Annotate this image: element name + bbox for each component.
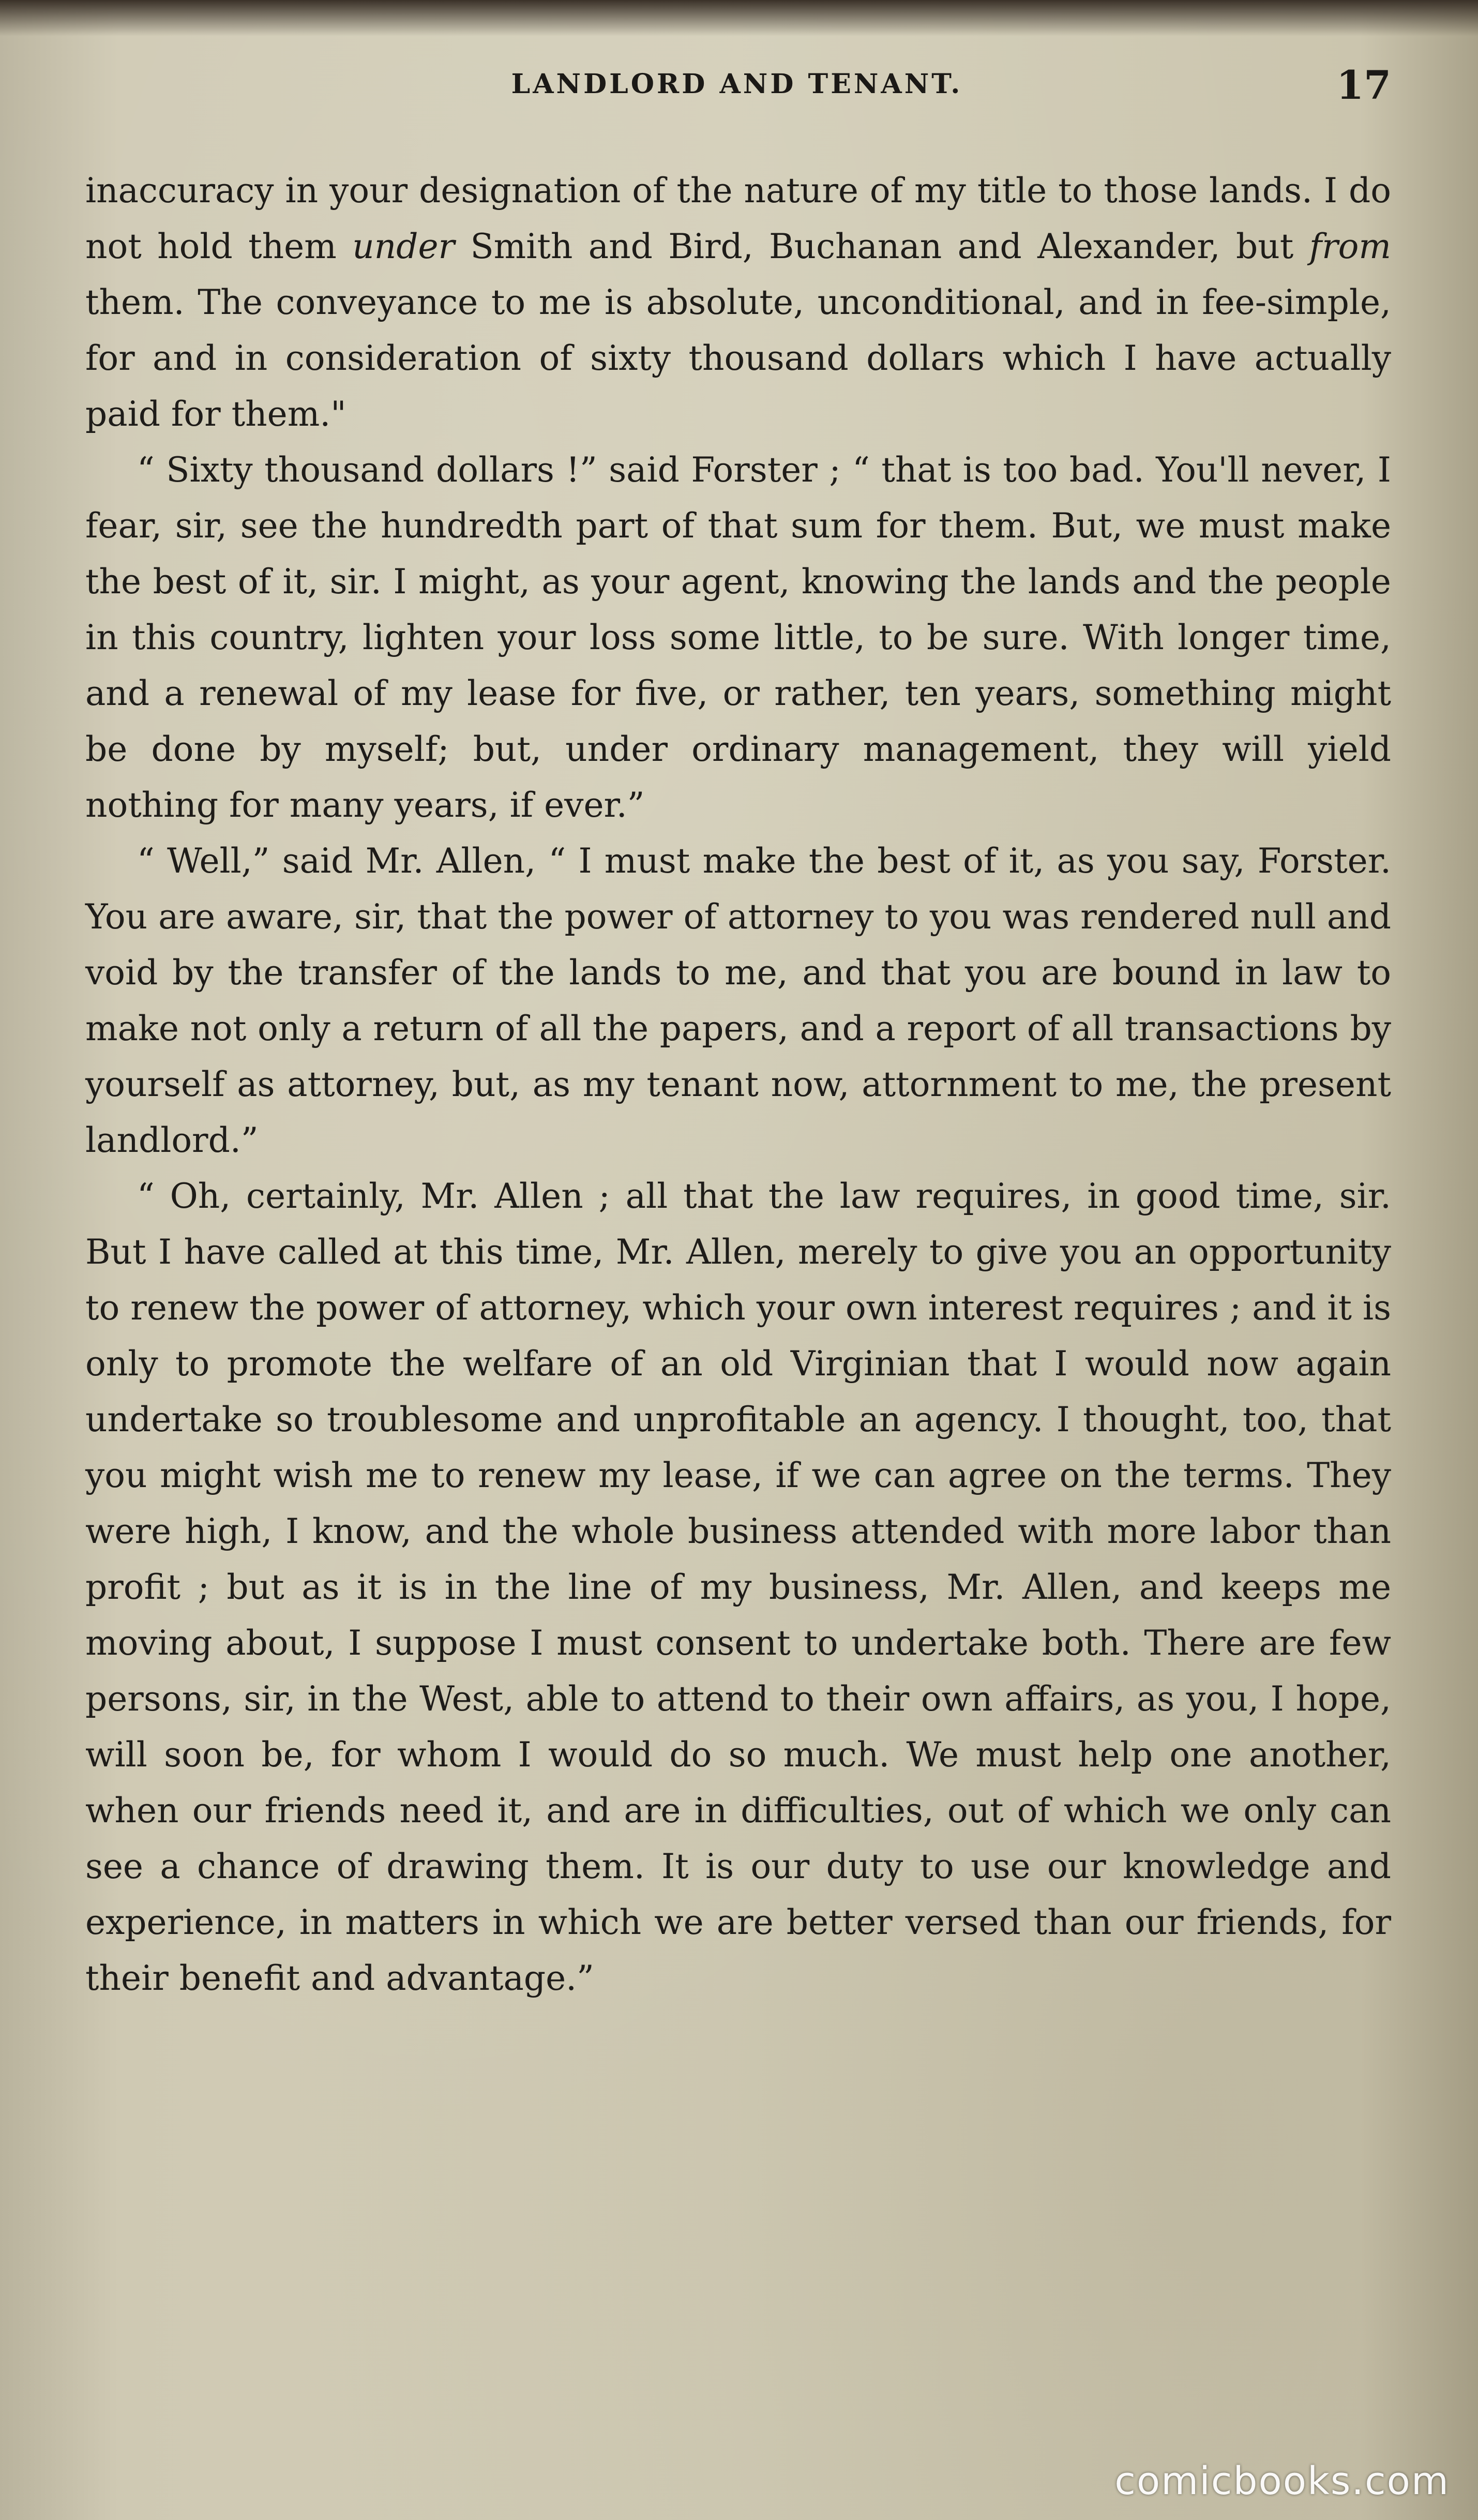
paragraph [85, 442, 1391, 833]
watermark: comicbooks.com [1114, 2459, 1450, 2503]
paragraph [85, 833, 1391, 1168]
italic-text: under [352, 227, 455, 266]
paragraph [85, 163, 1391, 442]
paragraph-text: “ Oh, certainly, Mr. Allen ; all that the law requires, in good time, sir. But I have called at this time, Mr. Allen, merely to give you an opportunity to renew the power of attorney, which your own interest requires ; and it is only to promote the welfare of an old Virginian that I would now again undertake so troublesome and unprofitable an agency. I thought, too, that you might wish me to renew my lease, if we can agree on the terms. They were high, I know, and the whole business attended with more labor than profit ; but as it is in the line of my business, Mr. Allen, and keeps me moving about, I suppose I must consent to undertake both. There are few persons, sir, in the West, able to attend to their own affairs, as you, I hope, will soon be, for whom I would do so much. We must help one another, when our friends need it, and are in difficulties, out of which we only can see a chance of drawing them. It is our duty to use our knowledge and experience, in matters in which we are better versed than our friends, for their benefit and advantage.” [85, 1176, 1391, 1998]
paragraph-text: Smith and Bird, Buchanan and Alexander, but [455, 227, 1309, 266]
italic-text: from [1309, 227, 1391, 266]
body-text [85, 163, 1391, 2006]
running-title: LANDLORD AND TENANT. [511, 68, 963, 100]
page-header [83, 62, 1391, 140]
paragraph-text: inaccuracy in your designation of the nature of my title to those lands. I do not hold them [85, 171, 1391, 266]
paragraph-text: “ Well,” said Mr. Allen, “ I must make the best of it, as you say, Forster. You are aware, sir, that the power of attorney to you was rendered null and void by the transfer of the lands to me, and that you are bound in law to make not only a return of all the papers, and a report of all transactions by yourself as attorney, but, as my tenant now, attornment to me, the present landlord.” [85, 841, 1391, 1160]
page-number: 17 [1336, 62, 1391, 108]
paragraph-text: “ Sixty thousand dollars !” said Forster ; “ that is too bad. You'll never, I fear, sir, see the hundredth part of that sum for them. But, we must make the best of it, sir. I might, as your agent, knowing the lands and the people in this country, lighten your loss some little, to be sure. With longer time, and a renewal of my lease for five, or rather, ten years, something might be done by myself; but, under ordinary management, they will yield nothing for many years, if ever.” [85, 450, 1391, 825]
paragraph [85, 1168, 1391, 2006]
paragraph-text: them. The conveyance to me is absolute, unconditional, and in fee-simple, for and in consideration of sixty thousand dollars which I have actually paid for them." [85, 282, 1391, 434]
